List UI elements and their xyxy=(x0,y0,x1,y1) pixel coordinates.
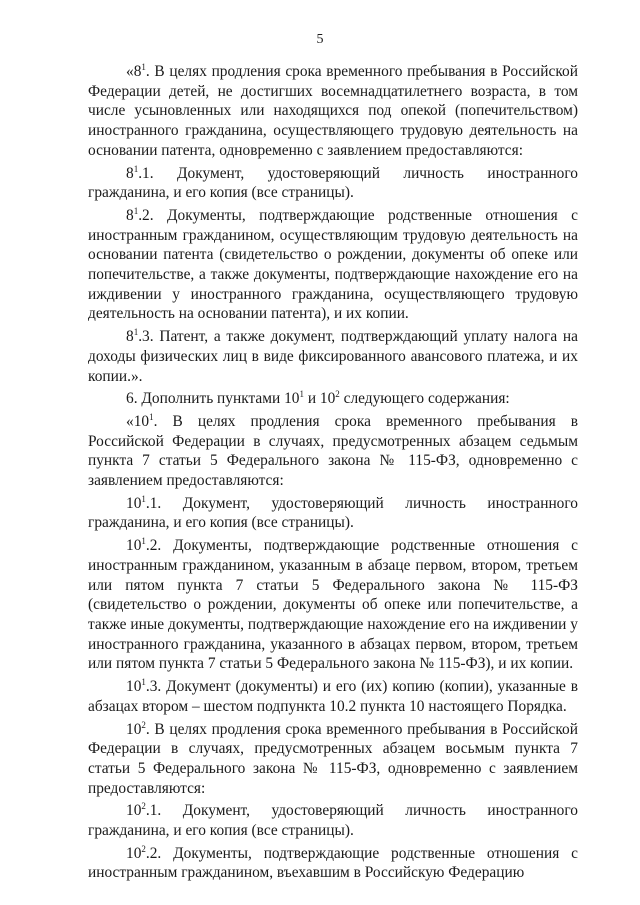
paragraph-10-2-1: $10^2.1$. Документ, удостоверяющий личность иностранного гражданина, и его копия (все страницы). xyxy=(88,801,578,840)
paragraph-8-1-3: $8^1.3$. Патент, а также документ, подтверждающий уплату налога на доходы физических лиц в виде фиксированного авансового платежа, и их копии.». xyxy=(88,327,578,385)
paragraph-10-2-2: $10^2.2$. Документы, подтверждающие родственные отношения с иностранным гражданином, въехавшим в Российскую Федерацию xyxy=(88,843,578,882)
paragraph-8-1-1: $8^1.1$. Документ, удостоверяющий личность иностранного гражданина, и его копия (все страницы). xyxy=(88,163,578,202)
page-number: 5 xyxy=(316,32,324,47)
paragraph-10-1-1: $10^1.1$. Документ, удостоверяющий личность иностранного гражданина, и его копия (все страницы). xyxy=(88,493,578,532)
paragraph-6: 6. Дополнить пунктами $10^1$ и $10^2$ следующего содержания: xyxy=(126,389,510,408)
paragraph-10-2: $10^2$. В целях продления срока временного пребывания в Российской Федерации в случаях, предусмотренных абзацем восьмым пункта 7 статьи 5 Федерального закона № 115-ФЗ, одновременно с заявлением предоставляются: xyxy=(88,719,578,797)
paragraph-10-1: «$10^1$. В целях продления срока временного пребывания в Российской Федерации в случаях, предусмотренных абзацем седьмым пункта 7 статьи 5 Федерального закона № 115-ФЗ, одновременно с заявлением предоставляются: xyxy=(88,411,578,490)
paragraph-10-1-3: $10^1.3$. Документ (документы) и его (их) копию (копии), указанные в абзацах втором – шестом подпункта 10.2 пункта 10 настоящего Порядка. xyxy=(88,677,578,715)
paragraph-8-1-2: $8^1.2$. Документы, подтверждающие родственные отношения с иностранным гражданином, осуществляющим трудовую деятельность на основании патента (свидетельство о рождении, документы об опеке или попечительстве, а также документы, подтверждающие нахождение его на иждивении у иностранного гражданина, осуществляющего трудовую деятельность на основании патента), и их копии. xyxy=(88,205,578,323)
document-body xyxy=(88,62,578,886)
paragraph-8-1: «$8^1$. В целях продления срока временного пребывания в Российской Федерации детей, не достигших восемнадцатилетнего возраста, в том числе усыновленных или находящихся под опекой (попечительством) иностранного гражданина, осуществляющего трудовую деятельность на основании патента, одновременно с заявлением предоставляются: xyxy=(88,62,578,159)
paragraph-10-1-2: $10^1.2$. Документы, подтверждающие родственные отношения с иностранным гражданином, указанным в абзаце первом, втором, третьем или пятом пункта 7 статьи 5 Федерального закона № 115-ФЗ (свидетельство о рождении, документы об опеке или попечительстве, а также иные документы, подтверждающие нахождение его на иждивении у иностранного гражданина, указанного в абзацах первом, втором, третьем или пятом пункта 7 статьи 5 Федерального закона № 115-ФЗ), и их копии. xyxy=(88,536,578,673)
